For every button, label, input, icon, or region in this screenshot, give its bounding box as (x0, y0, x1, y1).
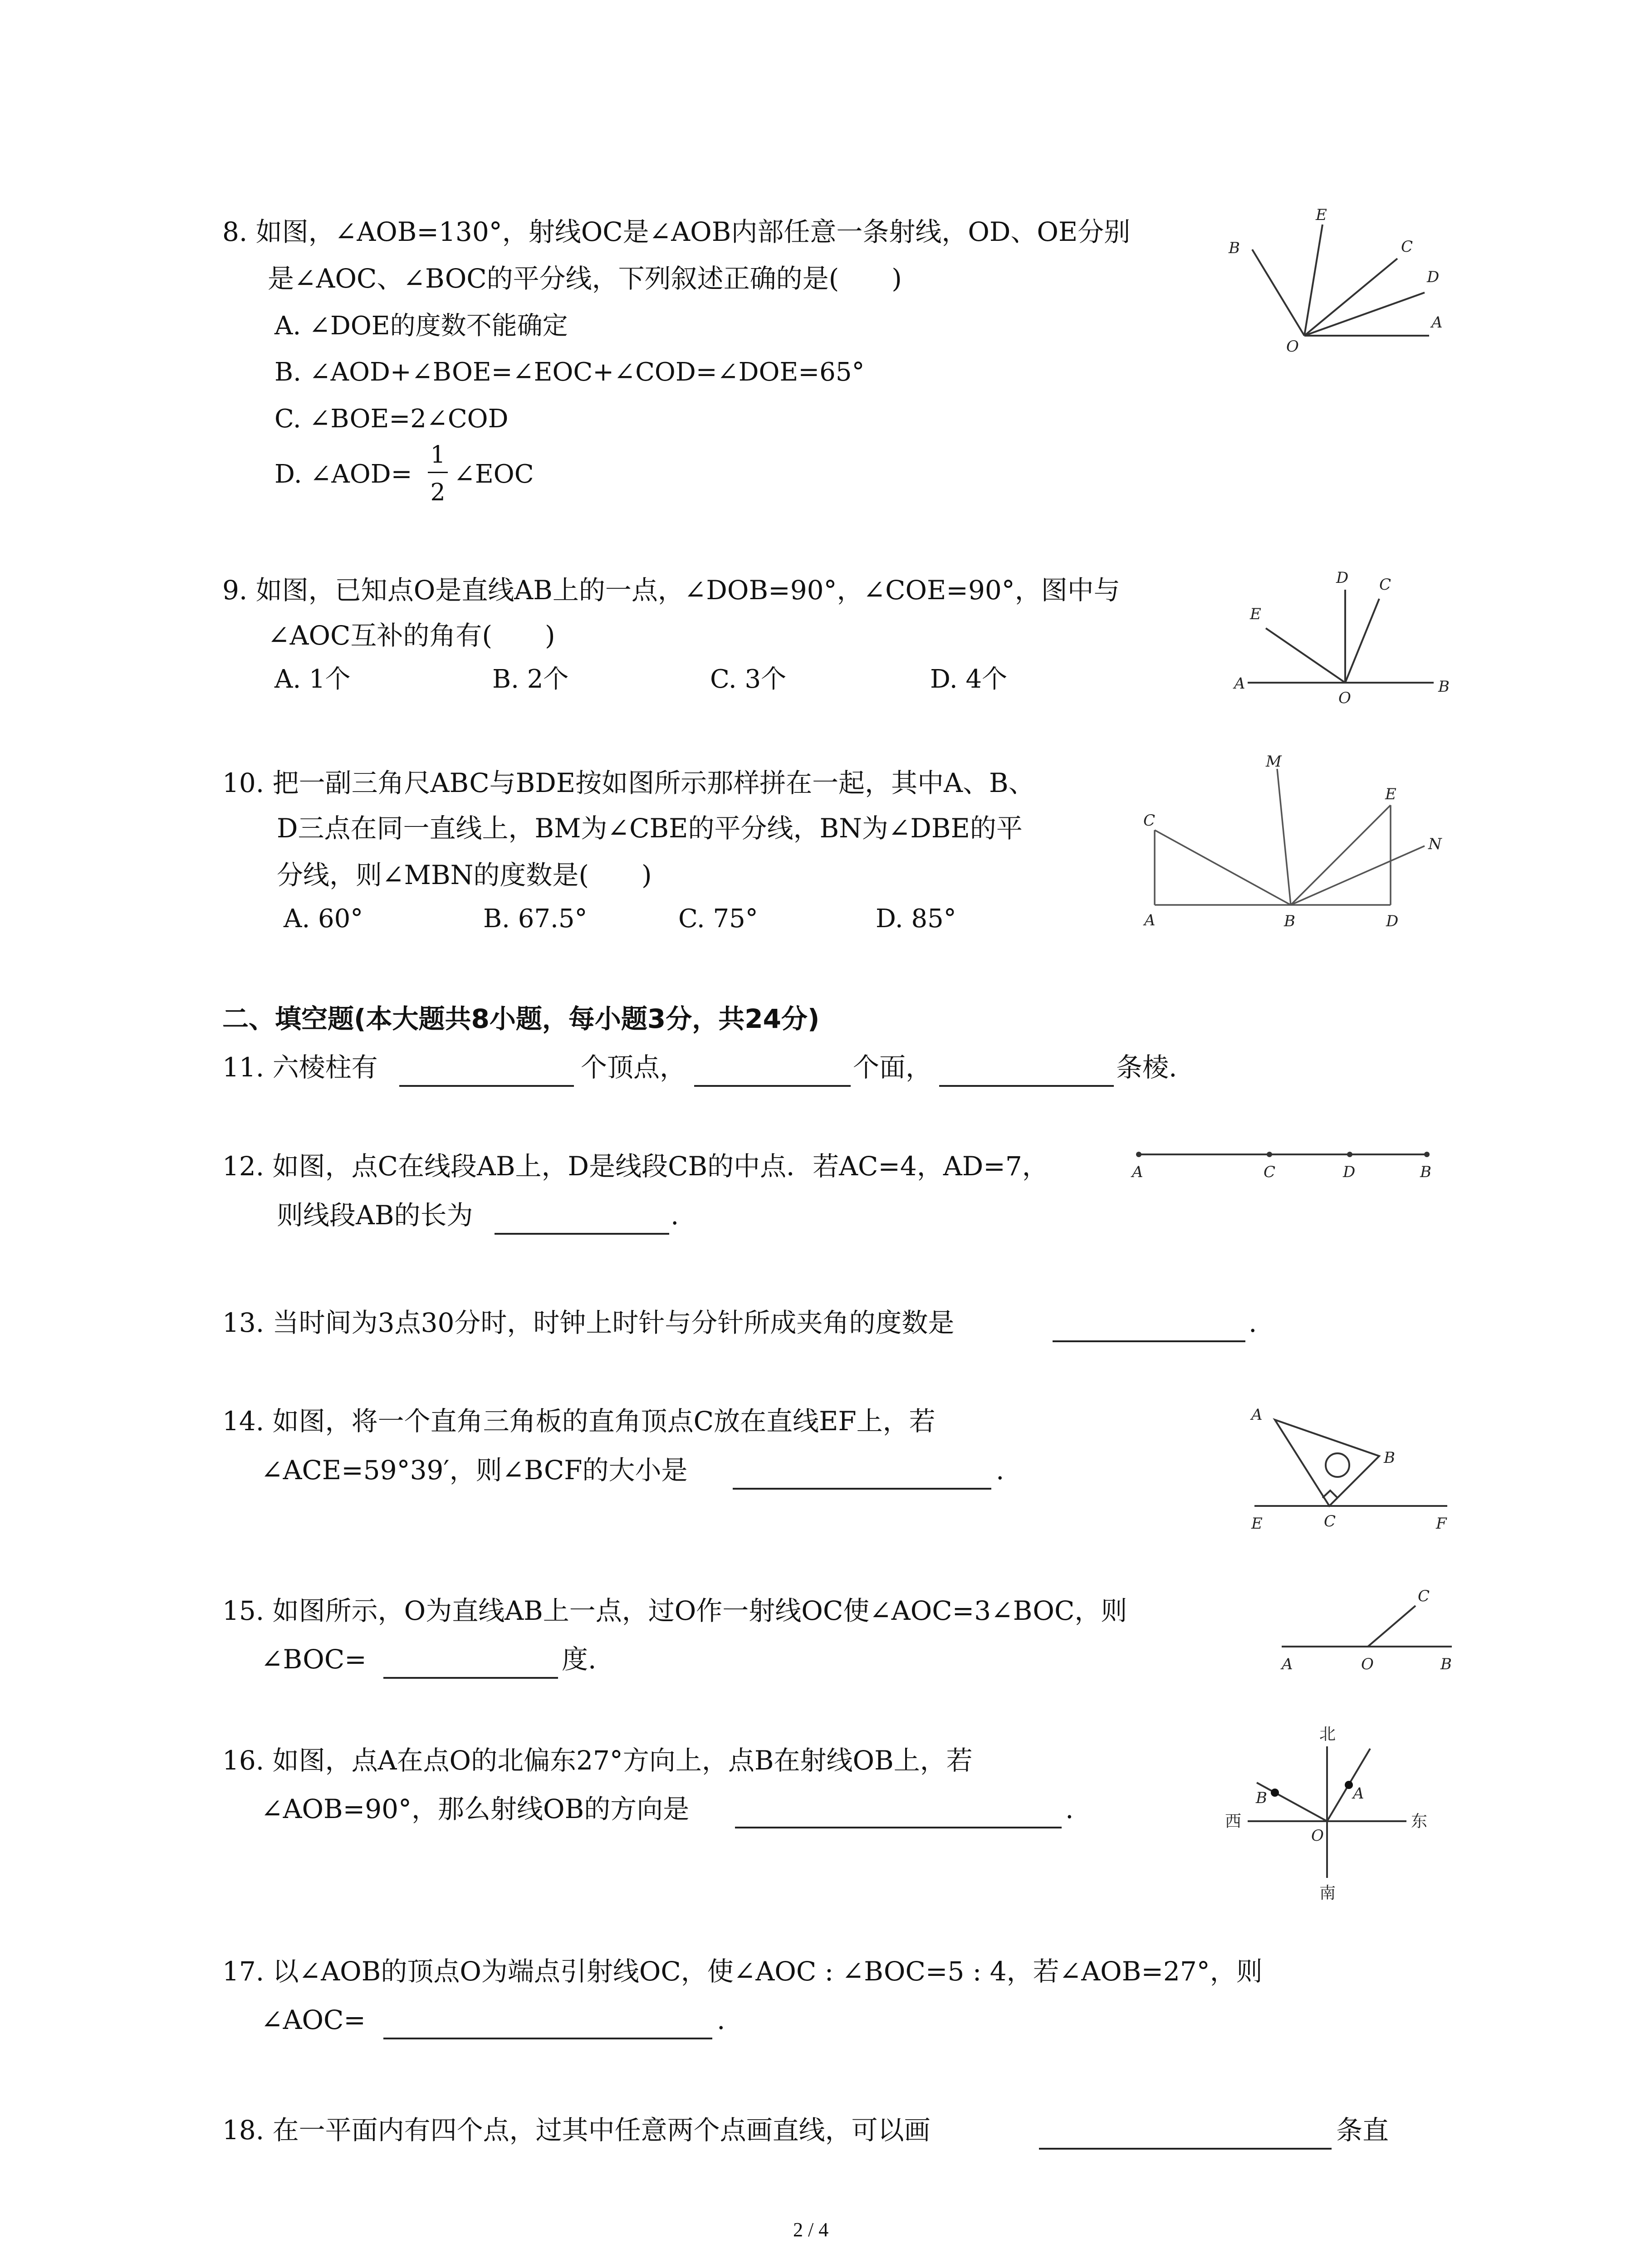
q10-option-d: D. 85° (876, 904, 956, 934)
q17-end-period: . (717, 2004, 725, 2035)
q8-fig-label-e: E (1316, 206, 1327, 224)
q9-option-b: B. 2个 (492, 665, 569, 694)
q15-fig-label-b: B (1440, 1655, 1452, 1673)
q13-blank-angle[interactable] (1053, 1340, 1245, 1342)
section-2-heading: 二、填空题(本大题共8小题，每小题3分，共24分) (222, 1003, 820, 1034)
q10-fig-label-n: N (1428, 835, 1442, 853)
q10-option-a: A. 60° (284, 904, 363, 934)
q16-fig-west-label: 西 (1225, 1812, 1242, 1831)
q9-option-d: D. 4个 (930, 665, 1008, 694)
q13-line-1: 13. 当时间为3点30分时，时钟上时针与分针所成夹角的度数是 (222, 1307, 955, 1338)
q8-line-2: 是∠AOC、∠BOC的平分线，下列叙述正确的是( ) (268, 263, 902, 294)
q11-part-2: 个顶点， (581, 1052, 686, 1083)
q15-end-unit: 度. (562, 1644, 597, 1675)
q16-fig-south-label: 南 (1319, 1884, 1336, 1902)
q15-ray-figure (1270, 1579, 1461, 1683)
q10-fig-label-c: C (1143, 811, 1156, 830)
page-number: 2 / 4 (793, 2219, 829, 2241)
q16-fig-label-o: O (1311, 1827, 1324, 1845)
q14-fig-label-b: B (1384, 1449, 1395, 1467)
q8-option-a: A. ∠DOE的度数不能确定 (274, 311, 568, 341)
q8-option-d-prefix: D. ∠AOD= (274, 459, 412, 489)
q10-fig-label-m: M (1266, 753, 1282, 771)
q14-fig-label-c: C (1324, 1512, 1336, 1530)
q13-end-period: . (1249, 1307, 1257, 1338)
q8-option-c: C. ∠BOE=2∠COD (274, 404, 509, 434)
q11-part-3: 个面， (853, 1052, 932, 1083)
q8-angle-figure (1225, 200, 1479, 363)
q16-line-2: ∠AOB=90°，那么射线OB的方向是 (261, 1794, 690, 1824)
q10-line-3: 分线，则∠MBN的度数是( ) (277, 860, 652, 890)
q9-option-c: C. 3个 (710, 665, 787, 694)
q12-end-period: . (671, 1200, 679, 1231)
q16-line-1: 16. 如图，点A在点O的北偏东27°方向上，点B在射线OB上，若 (222, 1745, 973, 1776)
q14-fig-label-f: F (1436, 1515, 1447, 1533)
q17-line-1: 17. 以∠AOB的顶点O为端点引射线OC，使∠AOC : ∠BOC=5 : 4，若∠AOB=27°，则 (222, 1956, 1263, 1987)
q10-fig-label-e: E (1385, 785, 1396, 803)
q10-line-2: D三点在同一直线上，BM为∠CBE的平分线，BN为∠DBE的平 (277, 813, 1023, 844)
q9-line-1: 9. 如图，已知点O是直线AB上的一点，∠DOB=90°，∠COE=90°，图中与 (222, 575, 1120, 606)
q14-line-1: 14. 如图，将一个直角三角板的直角顶点C放在直线EF上，若 (222, 1406, 936, 1437)
q16-end-period: . (1065, 1794, 1074, 1824)
q10-triangles-figure (1134, 748, 1461, 939)
q15-fig-label-o: O (1361, 1655, 1374, 1673)
q16-fig-east-label: 东 (1411, 1812, 1428, 1831)
q9-line-2: ∠AOC互补的角有( ) (268, 620, 555, 651)
q8-fig-label-a: A (1431, 313, 1443, 332)
q9-fig-label-o: O (1338, 689, 1351, 707)
q8-option-b: B. ∠AOD+∠BOE=∠EOC+∠COD=∠DOE=65° (274, 357, 865, 387)
q9-fig-label-d: D (1336, 569, 1349, 587)
q12-fig-label-d: D (1343, 1163, 1356, 1181)
q12-line-1: 12. 如图，点C在线段AB上，D是线段CB的中点．若AC=4，AD=7， (222, 1151, 1048, 1182)
q8-option-d-fraction-bar (428, 472, 448, 473)
q15-fig-label-c: C (1418, 1587, 1430, 1605)
q9-fig-label-a: A (1234, 675, 1245, 693)
q12-fig-label-a: A (1132, 1163, 1143, 1181)
q12-line-2: 则线段AB的长为 (277, 1200, 473, 1231)
q16-blank-direction[interactable] (735, 1827, 1062, 1828)
q10-fig-label-b: B (1284, 912, 1295, 930)
q8-line-1: 8. 如图，∠AOB=130°，射线OC是∠AOB内部任意一条射线，OD、OE分别 (222, 216, 1131, 247)
q8-fig-label-o: O (1286, 337, 1299, 356)
q9-fig-label-c: C (1379, 576, 1391, 594)
q16-fig-north-label: 北 (1319, 1725, 1336, 1744)
q12-fig-label-c: C (1264, 1163, 1276, 1181)
q17-line-2: ∠AOC= (261, 2004, 366, 2035)
q12-segment-figure (1125, 1134, 1443, 1188)
q8-option-d-suffix: ∠EOC (454, 459, 534, 489)
q14-line-2: ∠ACE=59°39′，则∠BCF的大小是 (261, 1455, 688, 1486)
q9-fig-label-e: E (1250, 605, 1261, 623)
q12-blank-ab-length[interactable] (495, 1233, 669, 1235)
q8-option-d-denominator: 2 (430, 479, 446, 506)
q15-blank-boc[interactable] (383, 1677, 558, 1679)
q10-fig-label-d: D (1386, 912, 1399, 930)
q10-fig-label-a: A (1144, 911, 1156, 929)
q18-line-1: 18. 在一平面内有四个点，过其中任意两个点画直线，可以画 (222, 2115, 931, 2146)
q10-option-c: C. 75° (678, 904, 758, 934)
q15-fig-label-a: A (1282, 1655, 1293, 1673)
q9-option-a: A. 1个 (274, 665, 351, 694)
q11-part-4: 条棱. (1116, 1052, 1177, 1083)
q9-fig-label-b: B (1438, 678, 1450, 696)
q8-fig-label-d: D (1427, 268, 1440, 286)
q8-fig-label-c: C (1401, 238, 1413, 256)
q8-option-d-numerator: 1 (430, 441, 446, 469)
q14-blank-bcf[interactable] (733, 1488, 991, 1490)
q18-line-end: 条直 (1336, 2115, 1389, 2146)
q15-line-1: 15. 如图所示，O为直线AB上一点，过O作一射线OC使∠AOC=3∠BOC，则 (222, 1595, 1127, 1626)
q9-angle-figure (1225, 558, 1461, 708)
q11-blank-vertices[interactable] (399, 1085, 574, 1087)
q10-line-1: 10. 把一副三角尺ABC与BDE按如图所示那样拼在一起，其中A、B、 (222, 767, 1035, 798)
q14-fig-label-a: A (1251, 1406, 1263, 1424)
q17-blank-aoc[interactable] (383, 2038, 712, 2039)
q10-option-b: B. 67.5° (483, 904, 588, 934)
q12-fig-label-b: B (1420, 1163, 1431, 1181)
q16-compass-figure (1207, 1719, 1461, 1901)
q14-set-square-figure (1234, 1397, 1461, 1538)
q11-part-1: 11. 六棱柱有 (222, 1052, 378, 1083)
q18-blank-line-count[interactable] (1039, 2148, 1332, 2150)
q14-end-period: . (996, 1455, 1004, 1486)
q15-line-2: ∠BOC= (261, 1644, 367, 1675)
q16-fig-label-b: B (1256, 1789, 1267, 1807)
q14-fig-label-e: E (1251, 1515, 1263, 1533)
q11-blank-faces[interactable] (694, 1085, 851, 1087)
q16-fig-label-a: A (1353, 1784, 1364, 1803)
q11-blank-edges[interactable] (939, 1085, 1114, 1087)
q8-fig-label-b: B (1229, 239, 1240, 257)
